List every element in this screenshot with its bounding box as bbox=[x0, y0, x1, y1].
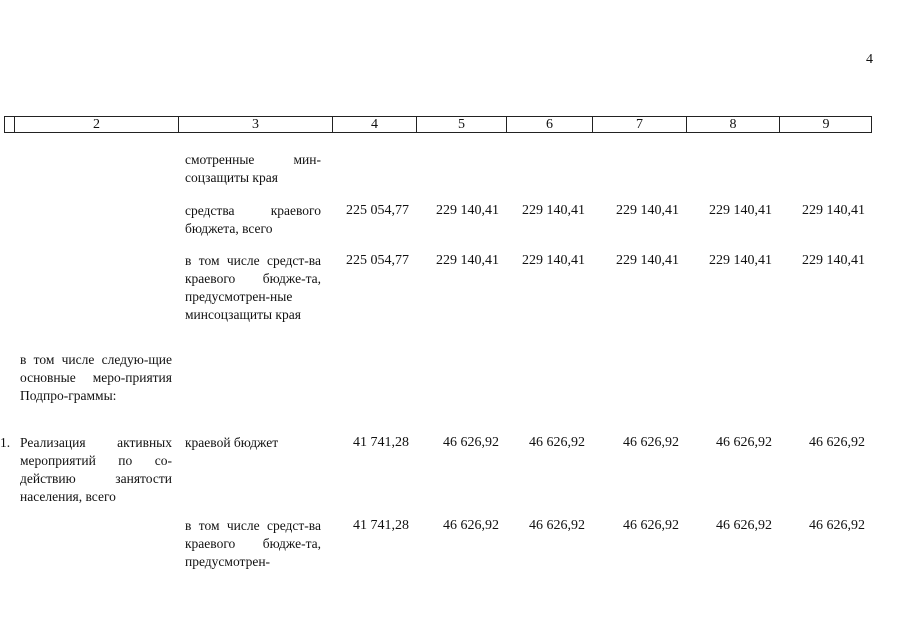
value-col5: 46 626,92 bbox=[443, 435, 499, 450]
row-number: 1. bbox=[0, 435, 11, 450]
value-col9: 229 140,41 bbox=[802, 203, 865, 218]
header-cell-col6: 6 bbox=[506, 117, 592, 132]
header-cell-1 bbox=[4, 117, 14, 132]
value-col6: 46 626,92 bbox=[529, 435, 585, 450]
value-col7: 229 140,41 bbox=[616, 253, 679, 268]
value-col6: 46 626,92 bbox=[529, 518, 585, 533]
value-col4: 225 054,77 bbox=[346, 203, 409, 218]
row-source-label: в том числе средст-ва краевого бюдже-та, предусмотрен- bbox=[185, 518, 321, 569]
value-col4: 225 054,77 bbox=[346, 253, 409, 268]
value-col6: 229 140,41 bbox=[522, 203, 585, 218]
row-source-label: краевой бюджет bbox=[185, 435, 279, 450]
value-col7: 46 626,92 bbox=[623, 435, 679, 450]
value-col9: 46 626,92 bbox=[809, 435, 865, 450]
row-source-label: в том числе средст-ва краевого бюдже-та, предусмотрен-ные минсоцзащиты края bbox=[185, 253, 321, 322]
row-source-label: смотренные мин-соцзащиты края bbox=[185, 152, 321, 185]
value-col8: 229 140,41 bbox=[709, 253, 772, 268]
row-source-label: средства краевого бюджета, всего bbox=[185, 203, 321, 236]
value-col5: 46 626,92 bbox=[443, 518, 499, 533]
value-col9: 46 626,92 bbox=[809, 518, 865, 533]
value-col5: 229 140,41 bbox=[436, 253, 499, 268]
header-cell-col2: 2 bbox=[14, 117, 178, 132]
row-program-label: в том числе следую-щие основные меро-приятия Подпро-граммы: bbox=[20, 352, 172, 403]
row-program-label: Реализация активных мероприятий по со-действию занятости населения, всего bbox=[20, 435, 172, 504]
value-col4: 41 741,28 bbox=[353, 518, 409, 533]
value-col6: 229 140,41 bbox=[522, 253, 585, 268]
header-cell-col8: 8 bbox=[686, 117, 779, 132]
header-cell-col9: 9 bbox=[779, 117, 872, 132]
value-col8: 46 626,92 bbox=[716, 435, 772, 450]
value-col7: 46 626,92 bbox=[623, 518, 679, 533]
page-number: 4 bbox=[866, 52, 873, 67]
value-col8: 46 626,92 bbox=[716, 518, 772, 533]
value-col4: 41 741,28 bbox=[353, 435, 409, 450]
table-header-row bbox=[4, 116, 872, 133]
value-col5: 229 140,41 bbox=[436, 203, 499, 218]
header-cell-col4: 4 bbox=[332, 117, 416, 132]
header-cell-col3: 3 bbox=[178, 117, 332, 132]
value-col7: 229 140,41 bbox=[616, 203, 679, 218]
value-col8: 229 140,41 bbox=[709, 203, 772, 218]
header-cell-col7: 7 bbox=[592, 117, 686, 132]
value-col9: 229 140,41 bbox=[802, 253, 865, 268]
header-cell-col5: 5 bbox=[416, 117, 506, 132]
